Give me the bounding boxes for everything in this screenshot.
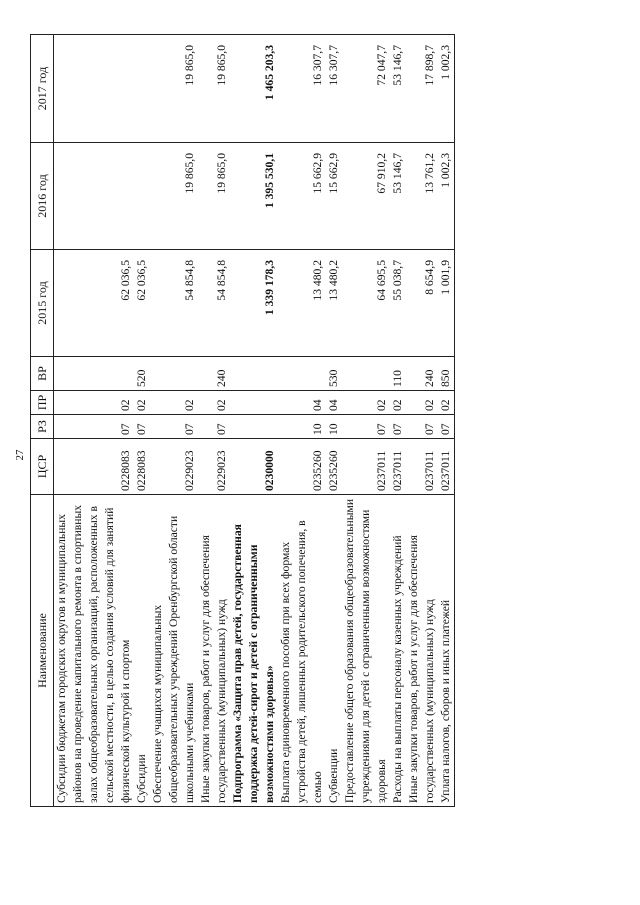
row-2017: 16 307,7 <box>278 35 326 143</box>
row-2017: 1 002,3 <box>438 35 455 143</box>
row-2015: 1 339 178,3 <box>230 250 278 357</box>
row-rz: 07 <box>134 415 150 439</box>
row-name: Уплата налогов, сборов и иных платежей <box>438 495 455 807</box>
row-pr: 02 <box>390 391 406 415</box>
row-2016: 19 865,0 <box>198 143 230 250</box>
header-2017: 2017 год <box>31 35 54 143</box>
row-csr: 0228083 <box>134 439 150 495</box>
row-rz: 07 <box>438 415 455 439</box>
row-name: Предоставление общего образования общеобразовательными учреждениями для детей с ограниченными возможностями здоровья <box>342 495 390 807</box>
row-name: Выплата единовременного пособия при всех формах устройства детей, лишенных родительского попечения, в семью <box>278 495 326 807</box>
row-2015: 64 695,5 <box>342 250 390 357</box>
row-pr: 02 <box>198 391 230 415</box>
row-pr: 04 <box>278 391 326 415</box>
table-row <box>134 35 150 807</box>
table-row-subprogram <box>230 35 278 807</box>
row-pr: 02 <box>438 391 455 415</box>
row-csr: 0237011 <box>438 439 455 495</box>
row-vr: 850 <box>438 357 455 391</box>
row-vr: 110 <box>390 357 406 391</box>
row-name: Иные закупки товаров, работ и услуг для обеспечения государственных (муниципальных) нужд <box>198 495 230 807</box>
budget-table <box>30 34 455 807</box>
row-pr: 02 <box>134 391 150 415</box>
row-csr: 0235260 <box>278 439 326 495</box>
page-number: 27 <box>14 449 26 461</box>
row-csr: 0229023 <box>150 439 198 495</box>
row-rz: 10 <box>326 415 342 439</box>
table-row <box>326 35 342 807</box>
row-pr: 02 <box>150 391 198 415</box>
row-pr: 04 <box>326 391 342 415</box>
row-name: Расходы на выплаты персоналу казенных учреждений <box>390 495 406 807</box>
row-name: Субвенции <box>326 495 342 807</box>
row-2016: 67 910,2 <box>342 143 390 250</box>
row-pr: 02 <box>406 391 438 415</box>
row-rz: 07 <box>54 415 135 439</box>
table-row <box>438 35 455 807</box>
row-2016: 13 761,2 <box>406 143 438 250</box>
row-vr <box>342 357 390 391</box>
row-2015: 54 854,8 <box>150 250 198 357</box>
row-name: Иные закупки товаров, работ и услуг для обеспечения государственных (муниципальных) нужд <box>406 495 438 807</box>
row-rz: 07 <box>342 415 390 439</box>
row-csr: 0228083 <box>54 439 135 495</box>
row-2017: 19 865,0 <box>150 35 198 143</box>
row-pr: 02 <box>342 391 390 415</box>
row-csr: 0237011 <box>390 439 406 495</box>
row-2015: 1 001,9 <box>438 250 455 357</box>
row-rz: 10 <box>278 415 326 439</box>
row-vr <box>230 357 278 391</box>
row-vr: 240 <box>198 357 230 391</box>
row-csr: 0235260 <box>326 439 342 495</box>
row-csr: 0230000 <box>230 439 278 495</box>
table-header-row <box>31 35 54 807</box>
row-2017: 19 865,0 <box>198 35 230 143</box>
row-2016: 1 395 530,1 <box>230 143 278 250</box>
row-2016: 15 662,9 <box>326 143 342 250</box>
row-name: Субсидии бюджетам городских округов и муниципальных районов на проведение капитального ремонта в спортивных залах общеобразовательных организаций, расположенных в сельской местности, в целью создания условий для занятий физической культурой и спортом <box>54 495 135 807</box>
row-2016 <box>134 143 150 250</box>
row-2015: 13 480,2 <box>278 250 326 357</box>
row-pr <box>230 391 278 415</box>
row-2017: 53 146,7 <box>390 35 406 143</box>
table-row <box>150 35 198 807</box>
header-vr: ВР <box>31 357 54 391</box>
row-rz: 07 <box>150 415 198 439</box>
row-pr: 02 <box>54 391 135 415</box>
row-rz <box>230 415 278 439</box>
row-vr <box>150 357 198 391</box>
row-2015: 62 036,5 <box>54 250 135 357</box>
row-vr: 240 <box>406 357 438 391</box>
header-2016: 2016 год <box>31 143 54 250</box>
table-row <box>342 35 390 807</box>
row-rz: 07 <box>198 415 230 439</box>
row-vr: 520 <box>134 357 150 391</box>
table-row <box>198 35 230 807</box>
row-2016: 53 146,7 <box>390 143 406 250</box>
row-name: Подпрограмма «Защита прав детей, государственная поддержка детей-сирот и детей с ограниченными возможностями здоровья» <box>230 495 278 807</box>
row-csr: 0237011 <box>342 439 390 495</box>
row-2017: 1 465 203,3 <box>230 35 278 143</box>
row-2017: 72 047,7 <box>342 35 390 143</box>
header-rz: РЗ <box>31 415 54 439</box>
row-2016: 15 662,9 <box>278 143 326 250</box>
row-2016: 19 865,0 <box>150 143 198 250</box>
row-2016: 1 002,3 <box>438 143 455 250</box>
row-csr: 0237011 <box>406 439 438 495</box>
row-2017 <box>54 35 135 143</box>
row-2015: 13 480,2 <box>326 250 342 357</box>
row-name: Субсидии <box>134 495 150 807</box>
row-vr: 530 <box>326 357 342 391</box>
row-2015: 54 854,8 <box>198 250 230 357</box>
row-csr: 0229023 <box>198 439 230 495</box>
row-2015: 8 654,9 <box>406 250 438 357</box>
row-rz: 07 <box>390 415 406 439</box>
row-name: Обеспечение учащихся муниципальных общеобразовательных учреждений Оренбургской области школьными учебниками <box>150 495 198 807</box>
header-pr: ПР <box>31 391 54 415</box>
table-row <box>278 35 326 807</box>
row-vr <box>54 357 135 391</box>
row-2017: 16 307,7 <box>326 35 342 143</box>
table-row <box>406 35 438 807</box>
row-2017 <box>134 35 150 143</box>
row-2015: 62 036,5 <box>134 250 150 357</box>
row-vr <box>278 357 326 391</box>
header-csr: ЦСР <box>31 439 54 495</box>
header-2015: 2015 год <box>31 250 54 357</box>
row-2017: 17 898,7 <box>406 35 438 143</box>
row-rz: 07 <box>406 415 438 439</box>
row-2015: 55 038,7 <box>390 250 406 357</box>
header-name: Наименование <box>31 495 54 807</box>
table-row <box>54 35 135 807</box>
row-2016 <box>54 143 135 250</box>
table-row <box>390 35 406 807</box>
